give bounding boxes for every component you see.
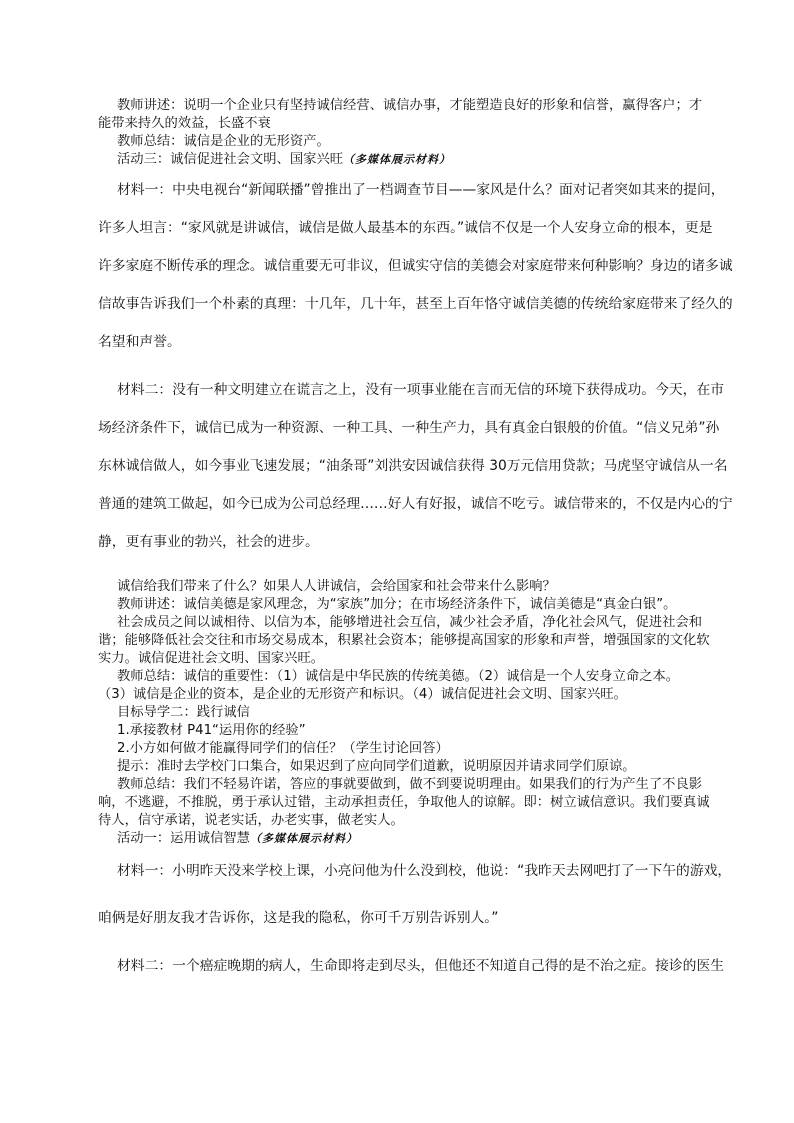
- list-item: 1.承接教材 P41“运用你的经验”: [117, 723, 306, 738]
- body-line: 实力。诚信促进社会文明、国家兴旺。: [98, 651, 325, 666]
- body-line: 谐；能够降低社会交往和市场交易成本，积累社会资本；能够提高国家的形象和声誉，增强国家的文化软: [98, 633, 710, 648]
- activity-3-note: （多媒体展示材料）: [343, 153, 452, 166]
- material-line: 静，更有事业的勃兴，社会的进步。: [98, 534, 319, 550]
- body-line: 社会成员之间以诚相待、以信为本，能够增进社会互信，减少社会矛盾，净化社会风气，促进社会和: [117, 615, 703, 630]
- material-line: 东林诚信做人，如今事业飞速发展；“油条哥”刘洪安因诚信获得 30万元信用贷款；马虎坚守诚信从一名: [98, 458, 728, 474]
- hint-line: 提示：准时去学校门口集合，如果迟到了应向同学们道歉，说明原因并请求同学们原谅。: [117, 759, 636, 774]
- teacher-talk-line: 能带来持久的效益，长盛不衰: [98, 116, 271, 131]
- material-line: 许多人坦言：“家风就是讲诚信，诚信是做人最基本的东西。”诚信不仅是一个人安身立命的根本，更是: [98, 220, 713, 236]
- teacher-summary: 教师总结：我们不轻易许诺，答应的事就要做到，做不到要说明理由。如果我们的行为产生了不良影: [117, 777, 703, 792]
- material-line: 信故事告诉我们一个朴素的真理：十几年，几十年，甚至上百年恪守诚信美德的传统给家庭带来了经久的: [98, 296, 733, 312]
- teacher-talk-line: 教师讲述：说明一个企业只有坚持诚信经营、诚信办事，才能塑造良好的形象和信誉，赢得客户；才: [117, 98, 703, 113]
- material-line: 材料二：一个癌症晚期的病人，生命即将走到尽头，但他还不知道自己得的是不治之症。接诊的医生: [117, 958, 725, 974]
- body-line: 待人，信守承诺，说老实话，办老实事，做老实人。: [98, 813, 404, 828]
- material-line: 材料一：中央电视台“新闻联播”曾推出了一档调查节目——家风是什么？面对记者突如其来的提问，: [117, 182, 725, 198]
- material-line: 名望和声誉。: [98, 334, 181, 350]
- body-line: 响，不逃避，不推脱，勇于承认过错，主动承担责任，争取他人的谅解。即：树立诚信意识。我们要真诚: [98, 795, 710, 810]
- material-line: 许多家庭不断传承的理念。诚信重要无可非议，但诚实守信的美德会对家庭带来何种影响？身边的诸多诚: [98, 258, 733, 274]
- teacher-summary: 教师总结：诚信的重要性：（1）诚信是中华民族的传统美德。（2）诚信是一个人安身立命之本。: [117, 669, 680, 684]
- material-line: 材料二：没有一种文明建立在谎言之上，没有一项事业能在言而无信的环境下获得成功。今天，在市: [117, 382, 725, 398]
- material-line: 场经济条件下，诚信已成为一种资源、一种工具、一种生产力，具有真金白银般的价值。“信义兄弟”孙: [98, 420, 720, 436]
- question-line: 诚信给我们带来了什么？如果人人讲诚信，会给国家和社会带来什么影响？: [117, 579, 556, 594]
- teacher-talk-line: 教师讲述：诚信美德是家风理念，为“家族”加分；在市场经济条件下，诚信美德是“真金白银”。: [117, 597, 677, 612]
- body-line: （3）诚信是企业的资本，是企业的无形资产和标识。（4）诚信促进社会文明、国家兴旺。: [98, 687, 627, 702]
- material-line: 咱俩是好朋友我才告诉你，这是我的隐私，你可千万别告诉别人。”: [98, 910, 499, 926]
- activity-1-note: （多媒体展示材料）: [249, 832, 358, 845]
- material-line: 普通的建筑工做起，如今已成为公司总经理……好人有好报，诚信不吃亏。诚信带来的，不仅是内心的宁: [98, 496, 733, 512]
- goal-heading: 目标导学二：践行诚信: [117, 705, 250, 720]
- material-line: 材料一：小明昨天没来学校上课，小亮问他为什么没到校，他说：“我昨天去网吧打了一下午的游戏，: [117, 863, 732, 879]
- teacher-summary: 教师总结：诚信是企业的无形资产。: [117, 134, 330, 149]
- activity-1-heading: [117, 832, 358, 845]
- activity-3-heading: [117, 153, 451, 166]
- list-item: 2.小方如何做才能赢得同学们的信任？（学生讨论回答）: [117, 741, 449, 756]
- activity-3-title: 活动三：诚信促进社会文明、国家兴旺: [117, 152, 344, 167]
- activity-1-title: 活动一：运用诚信智慧: [117, 831, 250, 846]
